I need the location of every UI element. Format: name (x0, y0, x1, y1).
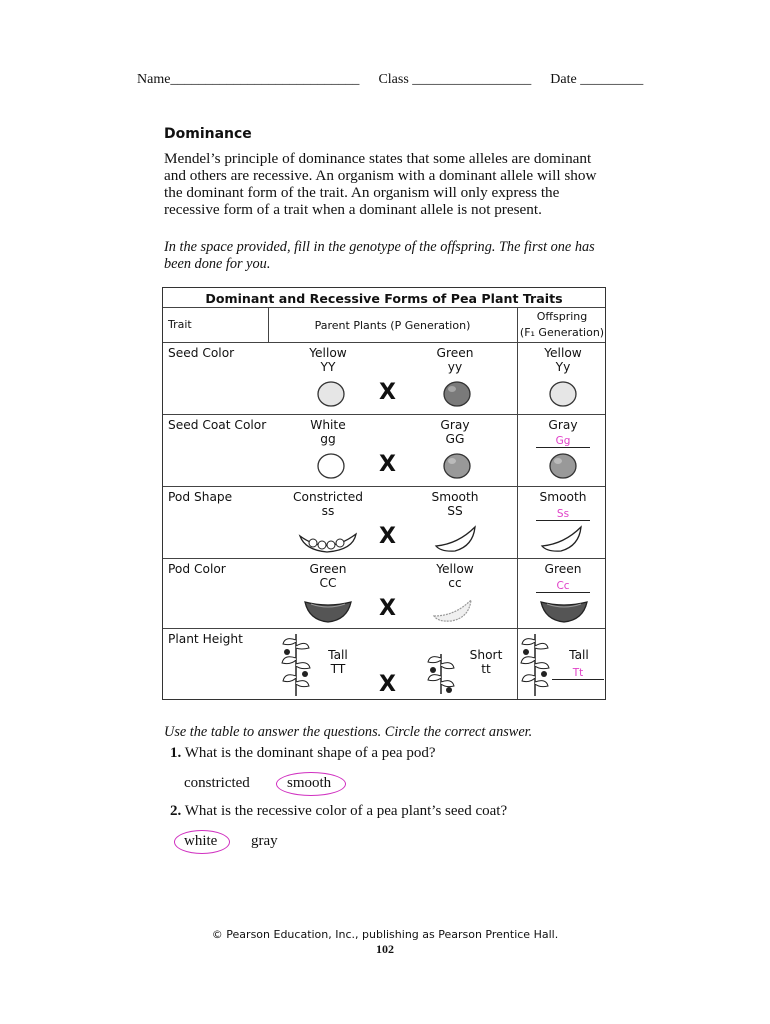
short-plant-icon (425, 650, 457, 696)
q1-choice-b[interactable]: smooth (287, 775, 332, 791)
parent2-genotype: GG (445, 432, 465, 446)
offspring-seed-icon (545, 378, 581, 410)
offspring-genotype: Yy (555, 360, 571, 374)
parent1-genotype: YY (320, 360, 336, 374)
table-instruction: In the space provided, fill in the genotype of the offspring. The first one has been done for you. (164, 239, 595, 272)
cross-symbol: X (379, 452, 396, 477)
worksheet-header (137, 72, 643, 88)
offspring-phenotype: Green (544, 562, 582, 576)
offspring-genotype-answer[interactable]: Tt (552, 667, 604, 680)
parent1-genotype: ss (321, 504, 335, 518)
cross-symbol: X (379, 596, 396, 621)
intro-paragraph: Mendel’s principle of dominance states that some alleles are dominant and others are recessive. An organism with a dominant allele will show the dominant form of the trait. An organism will only express the recessive form of a trait when a dominant allele is not present. (164, 150, 597, 218)
offspring-pod-icon (539, 524, 585, 554)
name-field-label: Name___________________________ (137, 72, 360, 87)
parent2-phenotype: Smooth (431, 490, 479, 504)
yellow-pod-icon (431, 596, 475, 624)
column-header-generation: (F₁ Generation) (519, 326, 605, 339)
question-text: What is the dominant shape of a pea pod? (184, 745, 436, 761)
offspring-phenotype: Gray (548, 418, 578, 432)
section-title: Dominance (164, 126, 252, 142)
q2-choice-b[interactable]: gray (251, 833, 278, 849)
parent2-phenotype: Yellow (436, 562, 474, 576)
parent1-genotype: gg (320, 432, 336, 446)
offspring-genotype-answer[interactable]: Gg (536, 435, 590, 448)
parent2-genotype: cc (448, 576, 462, 590)
parent2-genotype: tt (481, 662, 491, 676)
q1-choice-a[interactable]: constricted (184, 775, 250, 791)
constricted-pod-icon (297, 526, 359, 556)
q2-choice-a[interactable]: white (184, 833, 218, 849)
answer-circle (276, 772, 346, 796)
traits-table (162, 287, 606, 700)
cross-symbol: X (379, 380, 396, 405)
table-title: Dominant and Recessive Forms of Pea Plant Traits (205, 291, 563, 306)
green-seed-icon (439, 378, 475, 410)
questions-instruction: Use the table to answer the questions. Circle the correct answer. (164, 724, 533, 740)
green-pod-icon (303, 598, 353, 624)
offspring-phenotype: Smooth (539, 490, 587, 504)
question-number: 1. (170, 745, 182, 761)
offspring-genotype-answer[interactable]: Cc (536, 580, 590, 593)
offspring-phenotype: Yellow (544, 346, 582, 360)
trait-plant-height: Plant Height (168, 632, 243, 646)
parent1-genotype: TT (330, 662, 346, 676)
class-field-label: Class _________________ (378, 72, 532, 87)
offspring-tall-plant-icon (518, 630, 552, 698)
question-number: 2. (170, 803, 182, 819)
offspring-seed-coat-icon (545, 450, 581, 482)
copyright-footer: © Pearson Education, Inc., publishing as Pearson Prentice Hall. (211, 928, 559, 941)
parent2-genotype: SS (447, 504, 463, 518)
tall-plant-icon (279, 630, 313, 698)
offspring-pod-color-icon (539, 598, 589, 624)
yellow-seed-icon (313, 378, 349, 410)
parent2-phenotype: Short (469, 648, 503, 662)
parent1-phenotype: Tall (328, 648, 348, 662)
gray-seed-coat-icon (439, 450, 475, 482)
parent2-genotype: yy (447, 360, 463, 374)
column-header-trait: Trait (168, 318, 192, 331)
trait-pod-shape: Pod Shape (168, 490, 233, 504)
parent2-phenotype: Gray (440, 418, 470, 432)
column-header-parents: Parent Plants (P Generation) (314, 319, 471, 332)
offspring-genotype-answer[interactable]: Ss (536, 508, 590, 521)
question-text: What is the recessive color of a pea plant’s seed coat? (184, 803, 508, 819)
smooth-pod-icon (433, 524, 479, 554)
column-header-offspring: Offspring (536, 310, 588, 323)
page-number: 102 (376, 942, 394, 956)
trait-seed-color: Seed Color (168, 346, 235, 360)
cross-symbol: X (379, 524, 396, 549)
question-2 (170, 803, 507, 820)
offspring-phenotype: Tall (569, 648, 589, 662)
parent1-phenotype: Green (309, 562, 347, 576)
parent1-genotype: CC (319, 576, 337, 590)
date-field-label: Date _________ (550, 72, 644, 87)
trait-pod-color: Pod Color (168, 562, 226, 576)
cross-symbol: X (379, 672, 396, 697)
question-1 (170, 745, 436, 762)
trait-seed-coat-color: Seed Coat Color (168, 418, 267, 432)
white-seed-coat-icon (313, 450, 349, 482)
parent1-phenotype: Constricted (293, 490, 363, 504)
parent1-phenotype: Yellow (309, 346, 347, 360)
parent2-phenotype: Green (436, 346, 474, 360)
parent1-phenotype: White (310, 418, 346, 432)
answer-circle (174, 830, 230, 854)
